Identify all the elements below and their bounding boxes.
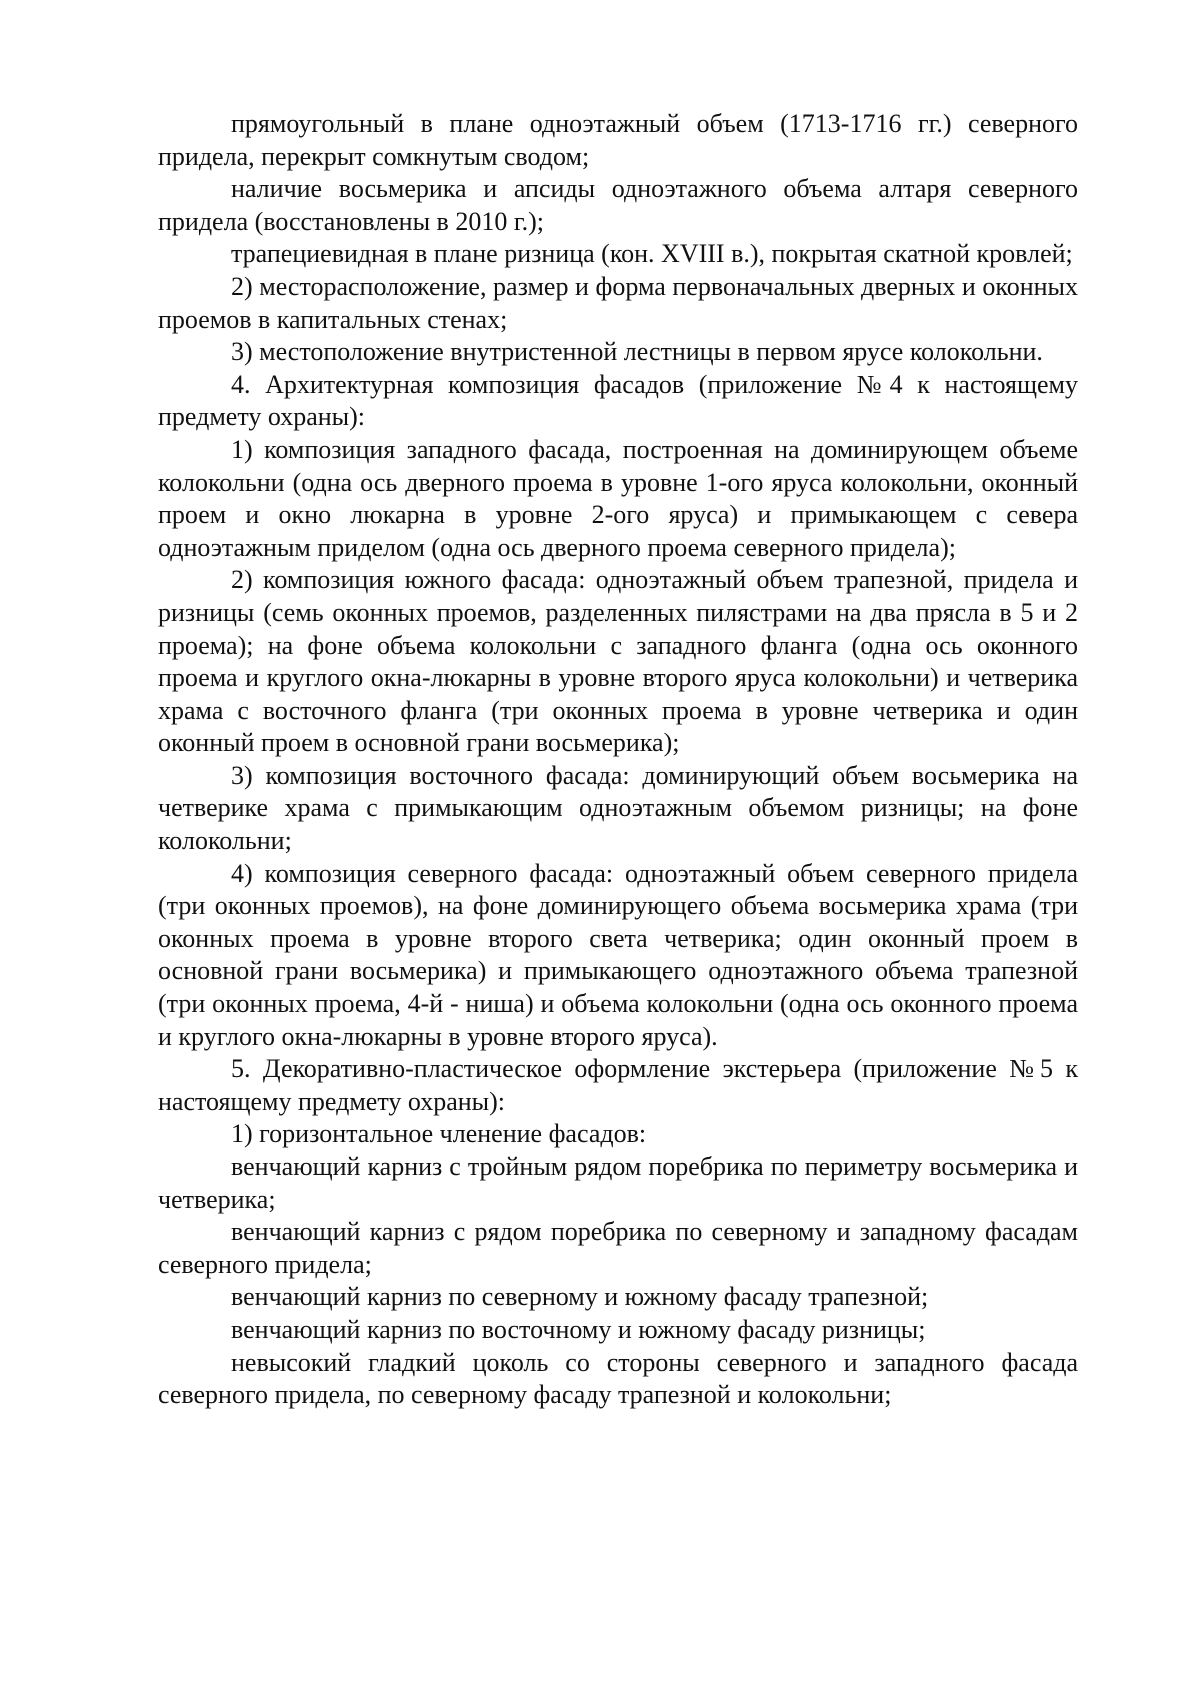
paragraph-1: прямоугольный в плане одноэтажный объем (1713-1716 гг.) северного придела, перекрыт сомкнутым сводом;	[158, 109, 1078, 171]
paragraph-6: 4. Архитектурная композиция фасадов (приложение №4 к настоящему предмету охраны):	[158, 369, 1078, 432]
paragraph-4: 2) месторасположение, размер и форма первоначальных дверных и оконных проемов в капитальных стенах;	[158, 271, 1078, 334]
paragraph-2: наличие восьмерика и апсиды одноэтажного объема алтаря северного придела (восстановлены в 2010 г.);	[158, 174, 1078, 236]
paragraph-17: невысокий гладкий цоколь со стороны северного и западного фасада северного придела, по северному фасаду трапезной и колокольни;	[158, 1347, 1078, 1410]
paragraph-14: венчающий карниз с рядом поребрика по северному и западному фасадам северного придела;	[158, 1217, 1078, 1279]
paragraph-5: 3) местоположение внутристенной лестницы в первом ярусе колокольни.	[231, 337, 1043, 367]
paragraph-3: трапециевидная в плане ризница (кон. XVIII в.), покрытая скатной кровлей;	[231, 239, 1073, 269]
paragraph-15: венчающий карниз по северному и южному фасаду трапезной;	[231, 1282, 929, 1312]
paragraph-13: венчающий карниз с тройным рядом поребрика по периметру восьмерика и четверика;	[158, 1152, 1078, 1214]
paragraph-10: 4) композиция северного фасада: одноэтажный объем северного придела (три оконных проемов), на фоне доминирующего объема восьмерика храма (три оконных проема в уровне второго света четверика; один оконный проем в основной грани восьмерика) и примыкающего одноэтажного объема трапезной (три оконных проема, 4-й - ниша) и объема колокольни (одна ось оконного проема и круглого окна-люкарны в уровне второго яруса).	[158, 858, 1078, 1051]
paragraph-16: венчающий карниз по восточному и южному фасаду ризницы;	[231, 1314, 926, 1344]
document-page	[158, 108, 1078, 1412]
paragraph-8: 2) композиция южного фасада: одноэтажный объем трапезной, придела и ризницы (семь оконных проемов, разделенных пилястрами на два прясла в 5 и 2 проема); на фоне объема колокольни с западного фланга (одна ось оконного проема и круглого окна-люкарны в уровне второго яруса колокольни) и четверика храма с восточного фланга (три оконных проема в уровне четверика и один оконный проем в основной грани восьмерика);	[158, 565, 1078, 758]
paragraph-11: 5. Декоративно-пластическое оформление экстерьера (приложение №5 к настоящему предмету охраны):	[158, 1054, 1078, 1116]
paragraph-7: 1) композиция западного фасада, построенная на доминирующем объеме колокольни (одна ось дверного проема в уровне 1-ого яруса колокольни, оконный проем и окно люкарна в уровне 2-ого яруса) и примыкающем с севера одноэтажным приделом (одна ось дверного проема северного придела);	[158, 434, 1078, 562]
paragraph-9: 3) композиция восточного фасада: доминирующий объем восьмерика на четверике храма с примыкающим одноэтажным объемом ризницы; на фоне колокольни;	[158, 760, 1078, 856]
paragraph-12: 1) горизонтальное членение фасадов:	[231, 1119, 647, 1149]
